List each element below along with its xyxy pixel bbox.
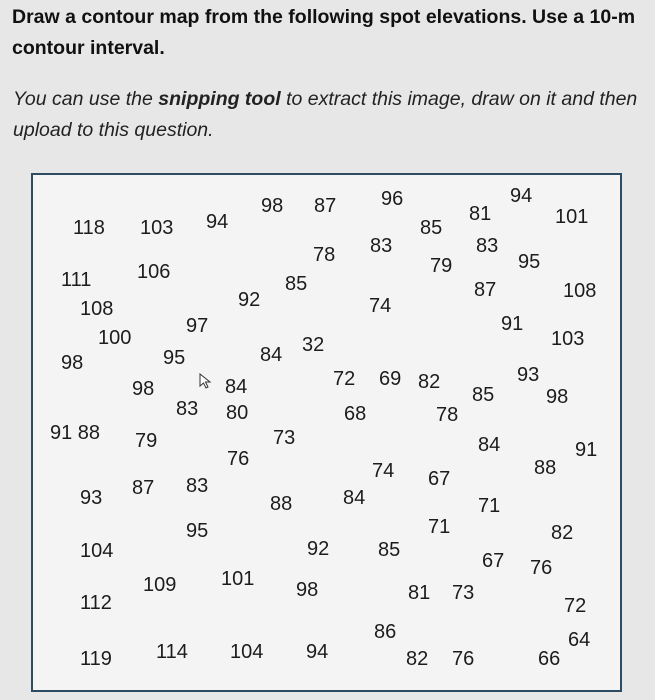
elevation-label: 76 bbox=[227, 448, 250, 470]
elevation-label: 79 bbox=[430, 255, 453, 277]
elevation-label: 85 bbox=[285, 273, 308, 295]
question-title: Draw a contour map from the following spot elevations. Use a 10-m contour interval. bbox=[12, 6, 636, 59]
elevation-label: 112 bbox=[80, 592, 112, 614]
note-after: to extract this image, draw on it and then upload to this question. bbox=[13, 88, 638, 141]
elevation-label: 74 bbox=[369, 295, 392, 317]
elevation-label: 84 bbox=[478, 434, 501, 456]
elevation-label: 87 bbox=[314, 195, 337, 217]
elevation-label: 84 bbox=[225, 376, 248, 398]
elevation-label: 101 bbox=[221, 568, 255, 590]
elevation-label: 83 bbox=[186, 475, 209, 497]
elevation-label: 104 bbox=[80, 540, 114, 562]
elevation-label: 103 bbox=[551, 328, 585, 350]
elevation-label: 85 bbox=[378, 539, 401, 561]
elevation-label: 81 bbox=[469, 203, 492, 225]
elevation-label: 94 bbox=[306, 641, 329, 663]
elevation-label: 97 bbox=[186, 315, 209, 337]
elevation-label: 111 bbox=[61, 269, 92, 291]
elevation-label: 83 bbox=[370, 235, 393, 257]
elevation-label: 93 bbox=[80, 487, 103, 509]
elevation-label: 104 bbox=[230, 641, 264, 663]
elevation-label: 95 bbox=[186, 520, 209, 542]
elevation-label: 93 bbox=[517, 364, 540, 386]
elevation-label: 87 bbox=[132, 477, 155, 499]
elevation-label: 82 bbox=[551, 522, 574, 544]
elevation-label: 71 bbox=[428, 516, 451, 538]
note-bold: snipping tool bbox=[158, 88, 281, 110]
elevation-label: 78 bbox=[313, 244, 336, 266]
elevation-label: 92 bbox=[238, 289, 261, 311]
elevation-label: 83 bbox=[176, 398, 199, 420]
elevation-label: 73 bbox=[273, 427, 296, 449]
elevation-label: 101 bbox=[555, 206, 589, 228]
elevation-label: 83 bbox=[476, 235, 499, 257]
elevation-label: 94 bbox=[206, 211, 229, 233]
elevation-label: 72 bbox=[564, 595, 587, 617]
elevation-label: 96 bbox=[381, 188, 404, 210]
elevation-label: 82 bbox=[406, 648, 429, 670]
elevation-label: 73 bbox=[452, 582, 475, 604]
elevation-label: 84 bbox=[260, 344, 283, 366]
elevation-label: 72 bbox=[333, 368, 356, 390]
elevation-label: 98 bbox=[546, 386, 569, 408]
elevation-label: 66 bbox=[538, 648, 561, 670]
elevation-label: 80 bbox=[226, 402, 249, 424]
elevation-label: 74 bbox=[372, 460, 395, 482]
elevation-label: 79 bbox=[135, 430, 158, 452]
elevation-label: 32 bbox=[302, 334, 325, 356]
elevation-label: 108 bbox=[80, 298, 114, 320]
elevation-label: 103 bbox=[140, 217, 174, 239]
elevation-label: 68 bbox=[344, 403, 367, 425]
elevation-label: 86 bbox=[374, 621, 397, 643]
elevation-label: 118 bbox=[73, 217, 105, 239]
question-note bbox=[13, 84, 653, 146]
elevation-label: 69 bbox=[379, 368, 402, 390]
elevation-label: 64 bbox=[568, 629, 591, 651]
elevation-label: 87 bbox=[474, 279, 497, 301]
elevation-label: 67 bbox=[428, 468, 451, 490]
elevation-label: 76 bbox=[452, 648, 475, 670]
elevation-label: 85 bbox=[472, 384, 495, 406]
elevation-label: 119 bbox=[80, 648, 112, 670]
elevation-label: 109 bbox=[143, 574, 177, 596]
elevation-label: 85 bbox=[420, 217, 443, 239]
elevation-label: 106 bbox=[137, 261, 171, 283]
elevation-label: 95 bbox=[163, 347, 186, 369]
elevation-label: 91 bbox=[501, 313, 524, 335]
mouse-cursor-icon bbox=[199, 373, 213, 389]
elevation-label: 78 bbox=[436, 404, 459, 426]
elevation-label: 71 bbox=[478, 495, 501, 517]
elevation-label: 114 bbox=[156, 641, 188, 663]
elevation-label: 98 bbox=[296, 579, 319, 601]
elevation-label: 100 bbox=[98, 327, 132, 349]
note-before: You can use the bbox=[13, 88, 159, 110]
elevation-label: 76 bbox=[530, 557, 553, 579]
elevation-label: 94 bbox=[510, 185, 533, 207]
elevation-label: 98 bbox=[132, 378, 155, 400]
elevation-label: 92 bbox=[307, 538, 330, 560]
elevation-label: 95 bbox=[518, 251, 541, 273]
elevation-label: 91 88 bbox=[50, 422, 101, 444]
elevation-label: 88 bbox=[534, 457, 557, 479]
elevation-label: 84 bbox=[343, 487, 366, 509]
elevation-label: 108 bbox=[563, 280, 597, 302]
elevation-label: 88 bbox=[270, 493, 293, 515]
elevation-label: 81 bbox=[408, 582, 431, 604]
elevation-label: 98 bbox=[261, 195, 284, 217]
elevation-label: 67 bbox=[482, 550, 505, 572]
elevation-label: 91 bbox=[575, 439, 598, 461]
elevation-label: 98 bbox=[61, 352, 84, 374]
elevation-label: 82 bbox=[418, 371, 441, 393]
